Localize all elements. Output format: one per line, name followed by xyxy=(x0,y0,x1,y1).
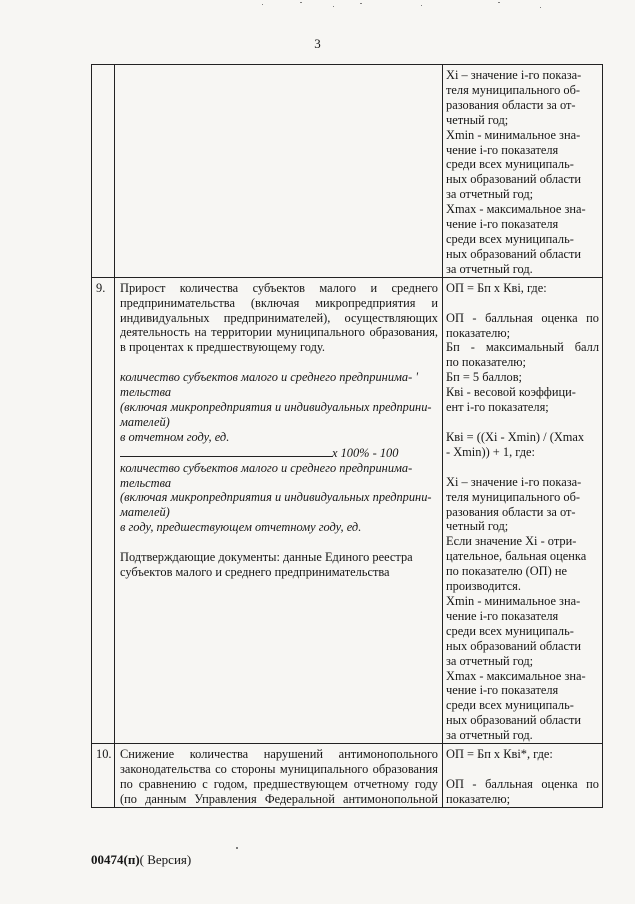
table-row xyxy=(92,65,603,278)
scan-speck xyxy=(262,4,263,5)
page-number: 3 xyxy=(314,36,321,51)
row-number-cell: 10. xyxy=(92,744,115,808)
scan-speck xyxy=(540,7,541,8)
criteria-table xyxy=(91,64,603,808)
description-cell xyxy=(115,744,443,808)
formula: ОП = Бп x Квi, где: xyxy=(446,280,547,295)
indicator-title: Снижение количества нарушений антимонопольного законодательства со стороны муниципального образования по сравнению с годом, предшествующем отчетному году (по данным Управления Федеральной антимонопольной xyxy=(120,747,438,806)
weight-formula: Квi = ((Xi - Xmin) / (Xmax xyxy=(446,429,585,444)
formula: ОП = Бп x Квi*, где: xyxy=(446,747,553,762)
scan-speck xyxy=(421,5,422,6)
fraction-rule xyxy=(120,445,332,457)
scan-speck xyxy=(333,6,334,7)
scan-speck xyxy=(360,3,362,4)
method-cell: Xi – значение i-го показа- теля муниципального об- разования области за от- четный год; Xmin - минимальное зна- чение i-го показателя среди всех муниципаль- ных образований области за отчетный год; Xmax - максимальное зна- чение i-го показателя среди всех муниципаль- ных образований области за отчетный год. xyxy=(443,65,603,278)
scan-speck xyxy=(498,2,500,3)
document-code: 00474(п) xyxy=(91,852,140,867)
row-number-cell: 9. xyxy=(92,277,115,743)
formula-numerator: количество субъектов малого и среднего предпринима- ' тельства (включая микропредприятия и индивидуальных предприни- мателей) в отчетном году, ед. xyxy=(120,370,432,444)
fraction-line xyxy=(120,445,438,461)
formula-multiplier: x 100% - 100 xyxy=(332,445,399,460)
confirming-documents: Подтверждающие документы: данные Единого реестра субъектов малого и среднего предпринимательства xyxy=(120,550,413,580)
indicator-title: Прирост количества субъектов малого и среднего предпринимательства (включая микропредприятия и индивидуальных предпринимателей), осуществляющих деятельность на территории муниципального образования, в процентах к предшествующему году. xyxy=(120,280,438,355)
table-row xyxy=(92,277,603,743)
method-cell: ОП = Бп x Квi*, где: ОП - балльная оценка по показателю; xyxy=(443,744,603,808)
document-footer xyxy=(91,852,191,868)
method-cell: ОП = Бп x Квi, где: ОП - балльная оценка по показателю; Бп - максимальный балл по показателю; Бп = 5 баллов; Квi - весовой коэффици- ент i-го показателя; Квi = ((Xi - Xmin) / (Xmax - Xmin)) + 1, где: Xi – значение i-го показа- теля муниципального об- разования области за от- четный год; Если значение Xi - отри- цательное, бальная оценка по показателю (ОП) не производится. Xmin - минимальное зна- чение i-го показателя среди всех муниципаль- ных образований области за отчетный год; Xmax - максимальное зна- чение i-го показателя среди всех муниципаль- ных образований области за отчетный год. xyxy=(443,277,603,743)
scan-speck xyxy=(236,847,238,849)
table-row xyxy=(92,744,603,808)
formula-denominator: количество субъектов малого и среднего предпринима- тельства (включая микропредприятия и индивидуальных предприни- мателей) в году, предшествующем отчетному году, ед. xyxy=(120,460,432,535)
scan-speck xyxy=(300,2,302,3)
description-cell xyxy=(115,65,443,278)
document-version: ( Версия) xyxy=(139,852,192,867)
description-cell xyxy=(115,277,443,743)
row-number-cell xyxy=(92,65,115,278)
